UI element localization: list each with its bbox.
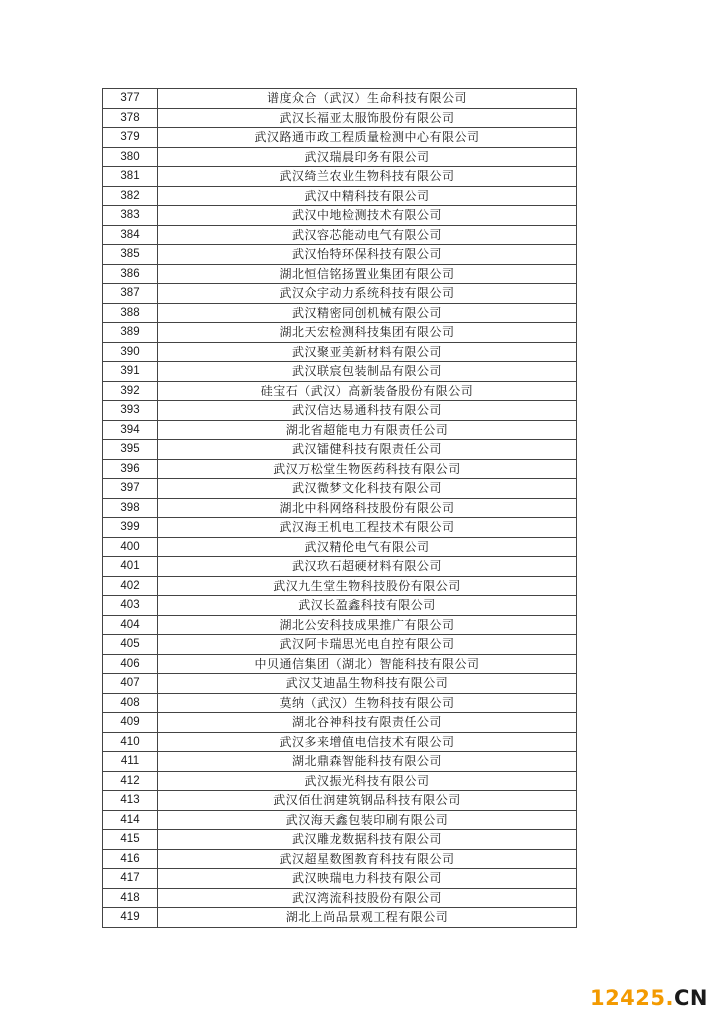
row-number: 403 — [103, 596, 158, 616]
row-number: 396 — [103, 459, 158, 479]
row-number: 384 — [103, 225, 158, 245]
company-name: 湖北鼎森智能科技有限公司 — [158, 752, 577, 772]
table-body — [103, 89, 577, 928]
row-number: 386 — [103, 264, 158, 284]
row-number: 405 — [103, 635, 158, 655]
table-row — [103, 225, 577, 245]
row-number: 389 — [103, 323, 158, 343]
company-name: 武汉众宇动力系统科技有限公司 — [158, 284, 577, 304]
table-row — [103, 323, 577, 343]
company-name: 武汉艾迪晶生物科技有限公司 — [158, 674, 577, 694]
row-number: 385 — [103, 245, 158, 265]
company-name: 武汉超星数图教育科技有限公司 — [158, 849, 577, 869]
company-name: 武汉九生堂生物科技股份有限公司 — [158, 576, 577, 596]
site-watermark-logo — [590, 986, 708, 1010]
company-name: 武汉怡特环保科技有限公司 — [158, 245, 577, 265]
row-number: 393 — [103, 401, 158, 421]
table-row — [103, 186, 577, 206]
company-name: 武汉雕龙数据科技有限公司 — [158, 830, 577, 850]
row-number: 382 — [103, 186, 158, 206]
row-number: 406 — [103, 654, 158, 674]
row-number: 377 — [103, 89, 158, 109]
company-name: 湖北恒信铭扬置业集团有限公司 — [158, 264, 577, 284]
company-name: 武汉湾流科技股份有限公司 — [158, 888, 577, 908]
company-name: 武汉佰仕润建筑钢品科技有限公司 — [158, 791, 577, 811]
row-number: 391 — [103, 362, 158, 382]
company-name: 武汉海天鑫包装印刷有限公司 — [158, 810, 577, 830]
row-number: 397 — [103, 479, 158, 499]
table-row — [103, 713, 577, 733]
company-name: 武汉联宸包装制品有限公司 — [158, 362, 577, 382]
table-row — [103, 908, 577, 928]
table-row — [103, 89, 577, 109]
company-name: 武汉微梦文化科技有限公司 — [158, 479, 577, 499]
table-row — [103, 401, 577, 421]
row-number: 381 — [103, 167, 158, 187]
watermark-tld: CN — [674, 986, 708, 1010]
row-number: 388 — [103, 303, 158, 323]
company-name: 武汉中精科技有限公司 — [158, 186, 577, 206]
company-name: 武汉长福亚太服饰股份有限公司 — [158, 108, 577, 128]
row-number: 408 — [103, 693, 158, 713]
table-row — [103, 830, 577, 850]
table-row — [103, 147, 577, 167]
table-row — [103, 108, 577, 128]
table-row — [103, 264, 577, 284]
row-number: 402 — [103, 576, 158, 596]
table-row — [103, 654, 577, 674]
company-name: 武汉瑞晨印务有限公司 — [158, 147, 577, 167]
company-name: 武汉长盈鑫科技有限公司 — [158, 596, 577, 616]
table-row — [103, 167, 577, 187]
watermark-digits: 12425 — [589, 986, 666, 1010]
row-number: 392 — [103, 381, 158, 401]
row-number: 394 — [103, 420, 158, 440]
table-row — [103, 362, 577, 382]
row-number: 401 — [103, 557, 158, 577]
company-name: 武汉映瑞电力科技有限公司 — [158, 869, 577, 889]
row-number: 398 — [103, 498, 158, 518]
company-name: 硅宝石（武汉）高新装备股份有限公司 — [158, 381, 577, 401]
row-number: 409 — [103, 713, 158, 733]
company-name: 湖北中科网络科技股份有限公司 — [158, 498, 577, 518]
row-number: 419 — [103, 908, 158, 928]
row-number: 418 — [103, 888, 158, 908]
table-row — [103, 888, 577, 908]
table-row — [103, 245, 577, 265]
row-number: 380 — [103, 147, 158, 167]
row-number: 407 — [103, 674, 158, 694]
table-row — [103, 479, 577, 499]
table-row — [103, 693, 577, 713]
table-row — [103, 284, 577, 304]
table-row — [103, 791, 577, 811]
row-number: 411 — [103, 752, 158, 772]
company-name: 武汉信达易通科技有限公司 — [158, 401, 577, 421]
table-row — [103, 420, 577, 440]
row-number: 390 — [103, 342, 158, 362]
table-row — [103, 440, 577, 460]
company-name: 湖北上尚品景观工程有限公司 — [158, 908, 577, 928]
company-name: 武汉中地检测技术有限公司 — [158, 206, 577, 226]
table-row — [103, 752, 577, 772]
row-number: 378 — [103, 108, 158, 128]
table-row — [103, 615, 577, 635]
company-name: 武汉容芯能动电气有限公司 — [158, 225, 577, 245]
row-number: 399 — [103, 518, 158, 538]
company-name: 武汉路通市政工程质量检测中心有限公司 — [158, 128, 577, 148]
company-name: 武汉镭健科技有限责任公司 — [158, 440, 577, 460]
company-name: 湖北谷神科技有限责任公司 — [158, 713, 577, 733]
company-name: 武汉玖石超硬材料有限公司 — [158, 557, 577, 577]
row-number: 410 — [103, 732, 158, 752]
company-name: 武汉精密同创机械有限公司 — [158, 303, 577, 323]
row-number: 387 — [103, 284, 158, 304]
row-number: 379 — [103, 128, 158, 148]
table-row — [103, 771, 577, 791]
company-name: 谱度众合（武汉）生命科技有限公司 — [158, 89, 577, 109]
row-number: 400 — [103, 537, 158, 557]
table-row — [103, 381, 577, 401]
company-name: 武汉绮兰农业生物科技有限公司 — [158, 167, 577, 187]
company-name: 莫纳（武汉）生物科技有限公司 — [158, 693, 577, 713]
company-name: 中贝通信集团（湖北）智能科技有限公司 — [158, 654, 577, 674]
row-number: 416 — [103, 849, 158, 869]
company-name: 武汉多来增值电信技术有限公司 — [158, 732, 577, 752]
table-row — [103, 674, 577, 694]
watermark-dot: . — [665, 986, 674, 1010]
table-row — [103, 518, 577, 538]
company-name: 湖北公安科技成果推广有限公司 — [158, 615, 577, 635]
table-row — [103, 576, 577, 596]
row-number: 404 — [103, 615, 158, 635]
row-number: 414 — [103, 810, 158, 830]
company-name: 武汉万松堂生物医药科技有限公司 — [158, 459, 577, 479]
table-row — [103, 810, 577, 830]
company-name: 武汉阿卡瑞思光电自控有限公司 — [158, 635, 577, 655]
table-row — [103, 498, 577, 518]
row-number: 395 — [103, 440, 158, 460]
table-row — [103, 557, 577, 577]
table-row — [103, 128, 577, 148]
table-row — [103, 635, 577, 655]
table-row — [103, 342, 577, 362]
row-number: 383 — [103, 206, 158, 226]
row-number: 415 — [103, 830, 158, 850]
table-row — [103, 303, 577, 323]
table-row — [103, 732, 577, 752]
table-row — [103, 459, 577, 479]
company-list-table — [102, 88, 577, 928]
row-number: 413 — [103, 791, 158, 811]
company-name: 武汉聚亚美新材料有限公司 — [158, 342, 577, 362]
row-number: 412 — [103, 771, 158, 791]
table-row — [103, 206, 577, 226]
table-row — [103, 537, 577, 557]
company-name: 武汉海王机电工程技术有限公司 — [158, 518, 577, 538]
company-name: 武汉精伦电气有限公司 — [158, 537, 577, 557]
table-row — [103, 869, 577, 889]
table-row — [103, 849, 577, 869]
company-name: 湖北省超能电力有限责任公司 — [158, 420, 577, 440]
row-number: 417 — [103, 869, 158, 889]
company-name: 湖北天宏检测科技集团有限公司 — [158, 323, 577, 343]
company-name: 武汉振光科技有限公司 — [158, 771, 577, 791]
table-row — [103, 596, 577, 616]
